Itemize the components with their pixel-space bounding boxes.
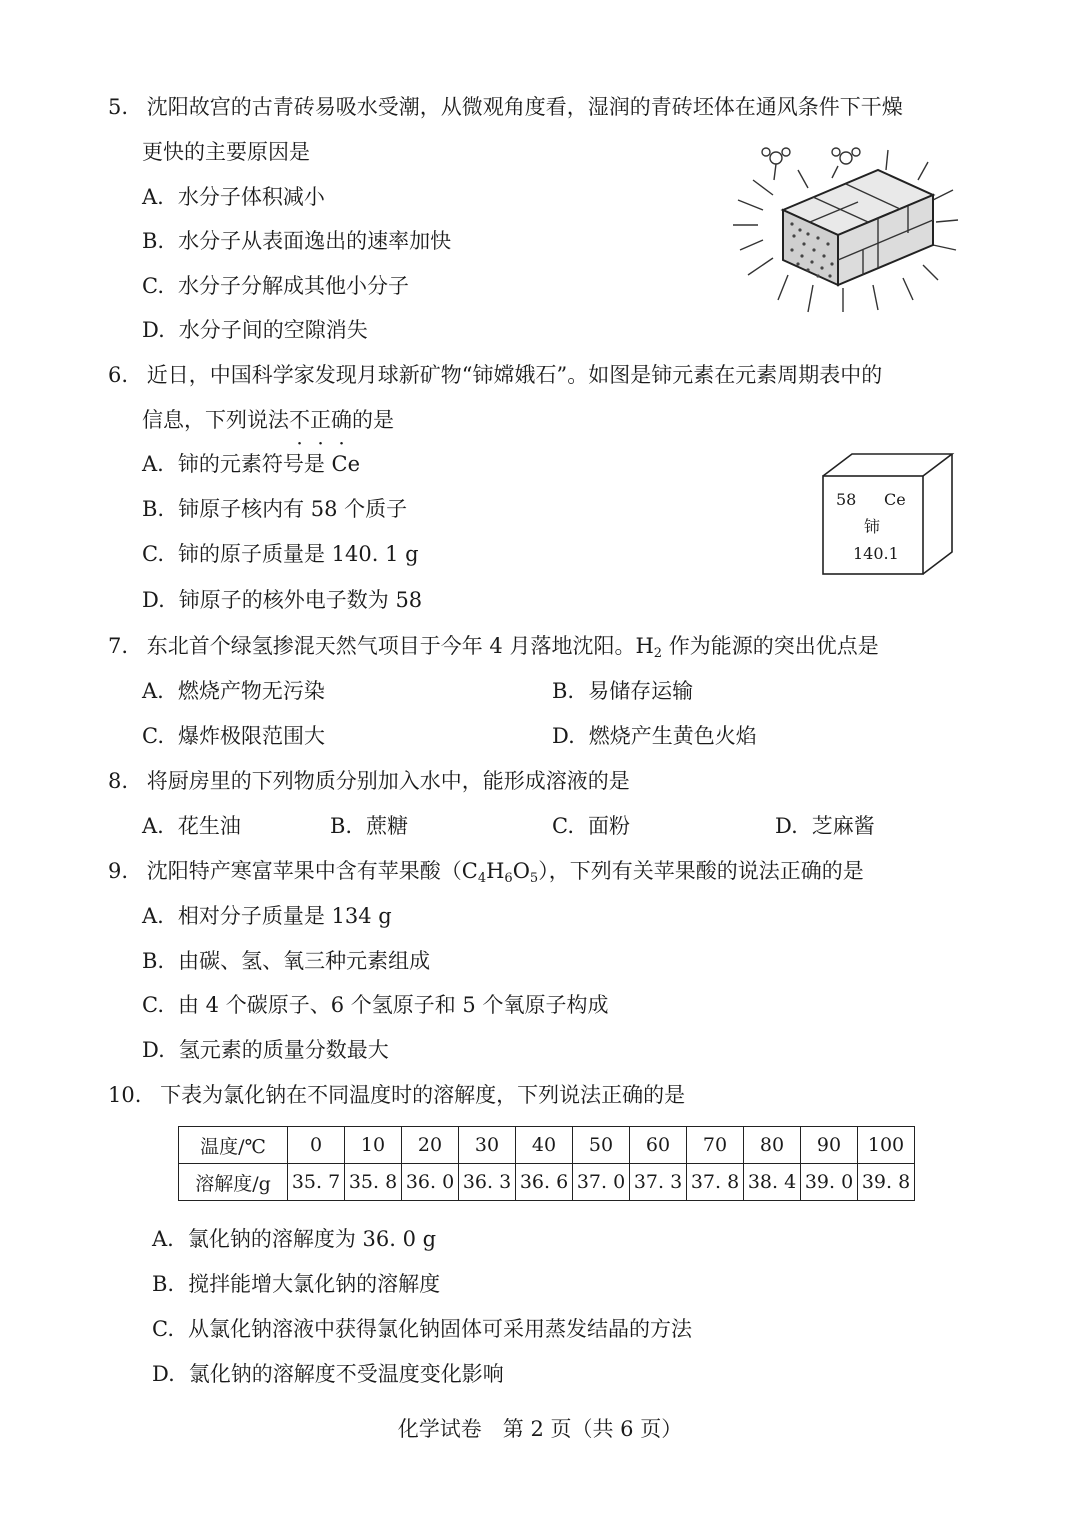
q6-option-b: B. 铈原子核内有 58 个质子 [142,497,408,521]
q9-option-d: D. 氢元素的质量分数最大 [142,1038,389,1062]
table-cell: 36. 6 [516,1164,573,1201]
table-cell: 37. 8 [687,1164,744,1201]
table-cell: 37. 0 [573,1164,630,1201]
table-cell: 10 [345,1127,402,1164]
brick-illustration [728,140,963,315]
q7-stem: 7. 东北首个绿氢掺混天然气项目于今年 4 月落地沈阳。$H_2$ 作为能源的突出优点是 [108,634,879,661]
emphasis-char: 不 [289,408,310,432]
q5-option-c: C. 水分子分解成其他小分子 [142,274,409,298]
q7-option-c: C. 爆炸极限范围大 [142,724,325,748]
table-row [179,1164,915,1201]
q8-option-a: A. 花生油 [142,814,241,838]
q9-option-a: A. 相对分子质量是 134 g [142,904,392,928]
element-atomic-number: 58 [836,490,857,509]
q9-option-c: C. 由 4 个碳原子、6 个氢原子和 5 个氧原子构成 [142,993,609,1017]
q6-stem-line2: 信息，下列说法不正确的是 [142,405,394,435]
solubility-table [178,1126,915,1201]
q10-option-c: C. 从氯化钠溶液中获得氯化钠固体可采用蒸发结晶的方法 [152,1317,692,1341]
q9-option-b: B. 由碳、氢、氧三种元素组成 [142,949,431,973]
q7-option-b: B. 易储存运输 [552,679,694,703]
page-footer: 化学试卷 第 2 页（共 6 页） [397,1417,683,1441]
table-cell: 35. 8 [345,1164,402,1201]
q8-number: 8. [108,769,129,793]
q9-number: 9. [108,859,129,883]
q6-option-d: D. 铈原子的核外电子数为 58 [142,588,423,612]
q5-number: 5. [108,95,129,119]
table-cell: 30 [459,1127,516,1164]
q7-number: 7. [108,634,129,658]
q5-stem-text: 沈阳故宫的古青砖易吸水受潮，从微观角度看，湿润的青砖坯体在通风条件下干燥 [146,95,903,119]
table-cell: 35. 7 [288,1164,345,1201]
q6-stem-line1 [108,360,882,390]
table-cell: 90 [801,1127,858,1164]
q8-option-c: C. 面粉 [552,814,630,838]
q6-option-a: A. 铈的元素符号是 Ce [142,452,361,476]
table-header-temperature: 温度/℃ [179,1127,288,1164]
emphasis-char: 正 [310,408,331,432]
q10-stem: 10. 下表为氯化钠在不同温度时的溶解度，下列说法正确的是 [108,1083,686,1107]
table-cell: 80 [744,1127,801,1164]
emphasis-char: 确 [331,408,352,432]
table-cell: 50 [573,1127,630,1164]
table-cell: 70 [687,1127,744,1164]
table-header-solubility: 溶解度/g [179,1164,288,1201]
table-row [179,1127,915,1164]
table-cell: 20 [402,1127,459,1164]
q5-option-d: D. 水分子间的空隙消失 [142,318,368,342]
q8-option-d: D. 芝麻酱 [775,814,875,838]
table-cell: 39. 8 [858,1164,915,1201]
q5-option-a: A. 水分子体积减小 [142,185,325,209]
table-cell: 39. 0 [801,1164,858,1201]
table-cell: 36. 3 [459,1164,516,1201]
q10-option-a: A. 氯化钠的溶解度为 36. 0 g [152,1227,437,1251]
q5-stem-line1 [108,92,903,122]
q9-stem: 9. 沈阳特产寒富苹果中含有苹果酸$(C_4H_6O_5)$，下列有关苹果酸的说法正确的是 [108,859,864,886]
q5-stem-line2: 更快的主要原因是 [142,140,310,164]
q8-option-b: B. 蔗糖 [330,814,409,838]
table-cell: 100 [858,1127,915,1164]
element-cell-cube [820,450,960,580]
element-mass: 140.1 [853,544,899,563]
q7-option-d: D. 燃烧产生黄色火焰 [552,724,757,748]
table-cell: 36. 0 [402,1164,459,1201]
q7-option-a: A. 燃烧产物无污染 [142,679,325,703]
table-cell: 38. 4 [744,1164,801,1201]
q8-stem: 8. 将厨房里的下列物质分别加入水中，能形成溶液的是 [108,769,630,793]
element-symbol: Ce [884,490,906,509]
q6-stem-text: 近日，中国科学家发现月球新矿物“铈嫦娥石”。如图是铈元素在元素周期表中的 [146,363,883,387]
q5-option-b: B. 水分子从表面逸出的速率加快 [142,229,452,253]
element-name: 铈 [864,517,881,536]
table-cell: 0 [288,1127,345,1164]
q6-number: 6. [108,363,129,387]
q10-option-d: D. 氯化钠的溶解度不受温度变化影响 [152,1362,504,1386]
q10-option-b: B. 搅拌能增大氯化钠的溶解度 [152,1272,441,1296]
q10-number: 10. [108,1083,142,1107]
table-cell: 37. 3 [630,1164,687,1201]
table-cell: 60 [630,1127,687,1164]
table-cell: 40 [516,1127,573,1164]
q6-option-c: C. 铈的原子质量是 140. 1 g [142,542,419,566]
